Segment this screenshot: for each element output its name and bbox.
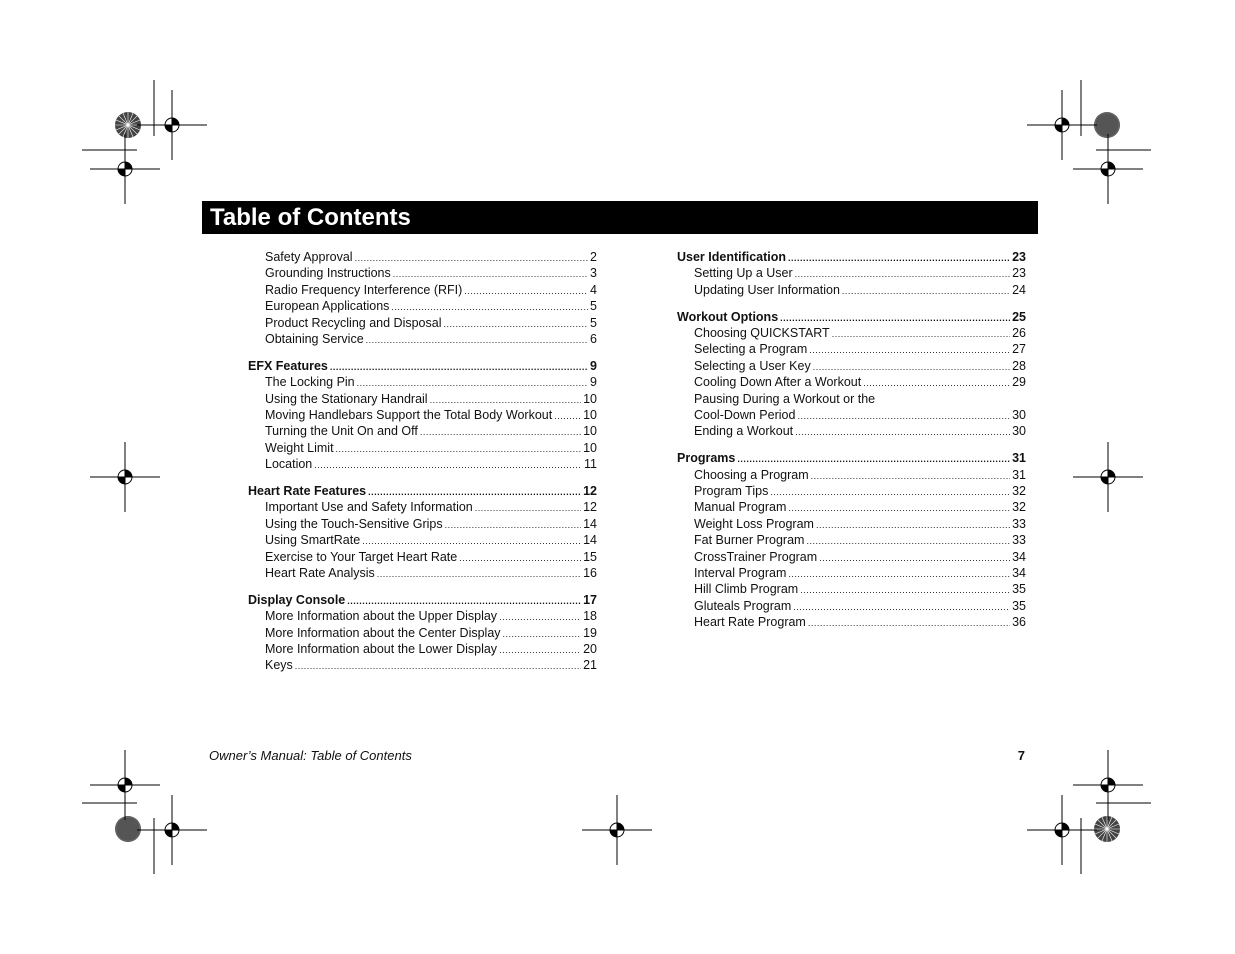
toc-entry[interactable] — [677, 467, 1026, 483]
toc-entry-page: 15 — [583, 549, 597, 564]
toc-entry[interactable] — [248, 249, 597, 265]
toc-entry-page: 10 — [583, 424, 597, 439]
dot-leader — [832, 326, 1010, 342]
dot-leader — [420, 424, 581, 440]
toc-section-heading[interactable] — [248, 358, 597, 374]
toc-section — [248, 592, 597, 674]
dot-leader — [459, 550, 581, 566]
toc-entry-page: 30 — [1012, 424, 1026, 439]
toc-entry-label: Display Console — [248, 592, 346, 607]
registration-dot-icon — [1094, 112, 1120, 138]
toc-entry[interactable] — [248, 374, 597, 390]
toc-entry[interactable] — [248, 298, 597, 314]
toc-entry-page: 35 — [1012, 598, 1026, 613]
toc-entry-label: Using the Touch-Sensitive Grips — [265, 516, 443, 531]
registration-crosshair-icon — [582, 795, 652, 865]
toc-entry[interactable] — [248, 423, 597, 439]
toc-entry-label: The Locking Pin — [265, 375, 355, 390]
toc-entry-label: Heart Rate Features — [248, 484, 367, 499]
dot-leader — [368, 484, 581, 500]
toc-entry-label: European Applications — [265, 299, 390, 314]
registration-crosshair-icon — [90, 442, 160, 512]
toc-entry-page: 33 — [1012, 533, 1026, 548]
dot-leader — [499, 609, 581, 625]
toc-entry-page: 9 — [590, 375, 597, 390]
dot-leader — [863, 375, 1010, 391]
toc-entry[interactable] — [677, 407, 1026, 423]
toc-entry-label: Choosing QUICKSTART — [694, 326, 830, 341]
dot-leader — [357, 375, 588, 391]
toc-entry[interactable] — [248, 265, 597, 281]
dot-leader — [813, 359, 1010, 375]
dot-leader — [819, 550, 1010, 566]
toc-entry-label: Manual Program — [694, 500, 787, 515]
toc-section — [248, 249, 597, 347]
registration-crosshair-icon — [137, 795, 207, 865]
page-title-bar — [202, 201, 1038, 234]
registration-crosshair-icon — [1027, 795, 1097, 865]
toc-section — [677, 450, 1026, 630]
toc-entry[interactable] — [248, 282, 597, 298]
toc-entry-label: More Information about the Upper Display — [265, 609, 498, 624]
toc-entry-label: Programs — [677, 451, 736, 466]
toc-entry-label: Product Recycling and Disposal — [265, 315, 442, 330]
registration-crosshair-icon — [1073, 442, 1143, 512]
toc-entry-page: 24 — [1012, 282, 1026, 297]
toc-entry[interactable] — [248, 608, 597, 624]
toc-entry-label: Updating User Information — [694, 282, 840, 297]
dot-leader — [842, 283, 1010, 299]
dot-leader — [795, 266, 1010, 282]
toc-entry-label: Turning the Unit On and Off — [265, 424, 418, 439]
toc-entry[interactable] — [248, 549, 597, 565]
registration-dot-icon — [115, 816, 141, 842]
toc-entry[interactable] — [248, 532, 597, 548]
toc-entry-label: Grounding Instructions — [265, 266, 391, 281]
toc-entry-label: Keys — [265, 658, 293, 673]
toc-entry-page: 23 — [1012, 266, 1026, 281]
dot-leader — [793, 599, 1010, 615]
toc-right-column — [677, 249, 1026, 641]
toc-entry-label: User Identification — [677, 250, 787, 264]
toc-section-heading[interactable] — [677, 309, 1026, 325]
toc-entry-page: 11 — [584, 457, 597, 472]
toc-entry[interactable] — [677, 374, 1026, 390]
toc-entry-label: Fat Burner Program — [694, 533, 805, 548]
dot-leader — [499, 642, 581, 658]
toc-entry-label: Weight Loss Program — [694, 516, 814, 531]
footer-title: Owner’s Manual: Table of Contents — [209, 748, 412, 763]
toc-entry-page: 12 — [583, 500, 597, 515]
toc-entry-page: 19 — [583, 625, 597, 640]
toc-entry[interactable] — [677, 565, 1026, 581]
toc-entry-label: Program Tips — [694, 484, 769, 499]
toc-entry-page: 14 — [583, 516, 597, 531]
toc-entry-page: 25 — [1012, 309, 1026, 324]
registration-crosshair-icon — [90, 134, 160, 204]
dot-leader — [797, 408, 1010, 424]
toc-section-heading[interactable] — [248, 592, 597, 608]
registration-crosshair-icon — [137, 90, 207, 160]
dot-leader — [443, 316, 588, 332]
dot-leader — [788, 566, 1010, 582]
toc-entry[interactable] — [677, 499, 1026, 515]
toc-entry-page: 4 — [590, 282, 597, 297]
toc-entry-page: 9 — [590, 358, 597, 373]
dot-leader — [362, 533, 581, 549]
dot-leader — [430, 392, 582, 408]
toc-entry-page: 33 — [1012, 516, 1026, 531]
dot-leader — [788, 250, 1010, 266]
toc-entry-page: 2 — [590, 250, 597, 264]
toc-entry-label: CrossTrainer Program — [694, 549, 818, 564]
toc-entry-label: More Information about the Center Display — [265, 625, 501, 640]
toc-entry[interactable] — [248, 315, 597, 331]
toc-entry[interactable] — [248, 456, 597, 472]
toc-entry-page: 18 — [583, 609, 597, 624]
toc-entry[interactable] — [677, 423, 1026, 439]
toc-section-heading[interactable] — [248, 483, 597, 499]
toc-entry-label: Cooling Down After a Workout — [694, 375, 862, 390]
toc-entry-label: Weight Limit — [265, 440, 334, 455]
toc-entry-page: 10 — [583, 408, 597, 423]
dot-leader — [816, 517, 1010, 533]
toc-entry-page: 32 — [1012, 484, 1026, 499]
dot-leader — [811, 468, 1010, 484]
toc-entry-label: Obtaining Service — [265, 331, 364, 346]
toc-entry-page: 3 — [590, 266, 597, 281]
dot-leader — [795, 424, 1010, 440]
toc-entry-label: Workout Options — [677, 309, 779, 324]
dot-leader — [809, 342, 1010, 358]
toc-entry-page: 26 — [1012, 326, 1026, 341]
dot-leader — [391, 299, 588, 315]
dot-leader — [554, 408, 581, 424]
toc-entry[interactable] — [677, 282, 1026, 298]
toc-section — [677, 249, 1026, 298]
dot-leader — [788, 500, 1010, 516]
toc-entry-label: Selecting a User Key — [694, 358, 811, 373]
toc-entry-label: Safety Approval — [265, 250, 353, 264]
registration-crosshair-icon — [1073, 134, 1143, 204]
toc-entry-page: 16 — [583, 566, 597, 581]
toc-entry-label: Pausing During a Workout or the — [694, 391, 876, 406]
toc-entry-page: 28 — [1012, 358, 1026, 373]
toc-entry-page: 14 — [583, 533, 597, 548]
toc-entry-label: Interval Program — [694, 566, 787, 581]
toc-entry[interactable] — [677, 598, 1026, 614]
footer-page-number: 7 — [1017, 748, 1025, 763]
toc-entry-label: Heart Rate Program — [694, 615, 806, 630]
toc-entry-label: Ending a Workout — [694, 424, 794, 439]
toc-entry-page: 6 — [590, 331, 597, 346]
dot-leader — [780, 310, 1010, 326]
toc-entry[interactable] — [248, 440, 597, 456]
toc-entry-page: 34 — [1012, 549, 1026, 564]
toc-entry-page: 31 — [1012, 467, 1026, 482]
toc-entry[interactable] — [248, 657, 597, 673]
dot-leader — [355, 250, 588, 266]
toc-entry-label: More Information about the Lower Display — [265, 642, 498, 657]
toc-entry-label: Heart Rate Analysis — [265, 566, 375, 581]
toc-entry-page: 12 — [583, 484, 597, 499]
toc-entry-page: 17 — [583, 592, 597, 607]
toc-entry-page: 36 — [1012, 615, 1026, 630]
toc-entry[interactable] — [677, 391, 1026, 407]
toc-entry[interactable] — [248, 407, 597, 423]
toc-entry[interactable] — [248, 565, 597, 581]
registration-starburst-icon — [1094, 816, 1120, 842]
toc-entry[interactable] — [677, 549, 1026, 565]
toc-entry[interactable] — [677, 614, 1026, 630]
dot-leader — [800, 582, 1010, 598]
toc-entry-page: 32 — [1012, 500, 1026, 515]
dot-leader — [737, 451, 1010, 467]
toc-entry-page: 23 — [1012, 250, 1026, 264]
toc-entry-label: Selecting a Program — [694, 342, 808, 357]
toc-section — [248, 358, 597, 473]
toc-entry[interactable] — [677, 341, 1026, 357]
toc-entry-page: 21 — [583, 658, 597, 673]
toc-entry-label: Setting Up a User — [694, 266, 793, 281]
toc-entry-page: 10 — [583, 440, 597, 455]
dot-leader — [806, 533, 1010, 549]
toc-entry-label: Exercise to Your Target Heart Rate — [265, 549, 458, 564]
dot-leader — [347, 593, 581, 609]
dot-leader — [770, 484, 1010, 500]
toc-entry-page: 29 — [1012, 375, 1026, 390]
registration-crosshair-icon — [90, 750, 160, 820]
toc-entry[interactable] — [677, 532, 1026, 548]
toc-entry[interactable] — [677, 516, 1026, 532]
dot-leader — [314, 457, 582, 473]
toc-entry[interactable] — [248, 641, 597, 657]
registration-crosshair-icon — [1027, 90, 1097, 160]
toc-entry[interactable] — [677, 325, 1026, 341]
toc-entry-page: 5 — [590, 315, 597, 330]
toc-section-heading[interactable] — [677, 450, 1026, 466]
dot-leader — [475, 500, 581, 516]
toc-entry-label: Location — [265, 457, 313, 472]
toc-entry[interactable] — [248, 516, 597, 532]
toc-section — [248, 483, 597, 581]
toc-entry-label: EFX Features — [248, 358, 328, 373]
toc-entry[interactable] — [248, 625, 597, 641]
registration-crosshair-icon — [1073, 750, 1143, 820]
dot-leader — [808, 615, 1010, 631]
toc-entry-label: Choosing a Program — [694, 467, 809, 482]
toc-entry[interactable] — [248, 499, 597, 515]
toc-entry[interactable] — [677, 265, 1026, 281]
toc-entry-page: 30 — [1012, 408, 1026, 423]
toc-left-column — [248, 249, 597, 684]
dot-leader — [295, 658, 581, 674]
toc-entry-label: Radio Frequency Interference (RFI) — [265, 282, 463, 297]
dot-leader — [393, 266, 588, 282]
toc-entry[interactable] — [677, 581, 1026, 597]
dot-leader — [445, 517, 581, 533]
toc-entry[interactable] — [677, 483, 1026, 499]
dot-leader — [464, 283, 588, 299]
page-title: Table of Contents — [210, 204, 411, 231]
toc-entry-page: 35 — [1012, 582, 1026, 597]
toc-entry-label: Hill Climb Program — [694, 582, 799, 597]
toc-section-heading[interactable] — [677, 249, 1026, 265]
toc-entry[interactable] — [248, 391, 597, 407]
toc-entry-page: 27 — [1012, 342, 1026, 357]
toc-entry-page: 5 — [590, 299, 597, 314]
toc-section — [677, 309, 1026, 440]
toc-entry-label: Important Use and Safety Information — [265, 500, 473, 515]
toc-entry-page: 31 — [1012, 451, 1026, 466]
toc-entry-label: Cool-Down Period — [694, 408, 796, 423]
dot-leader — [503, 626, 582, 642]
toc-entry[interactable] — [677, 358, 1026, 374]
dot-leader — [336, 441, 582, 457]
toc-entry-page: 20 — [583, 642, 597, 657]
toc-entry-label: Gluteals Program — [694, 598, 792, 613]
toc-entry-label: Using the Stationary Handrail — [265, 391, 428, 406]
toc-entry-page: 34 — [1012, 566, 1026, 581]
dot-leader — [377, 566, 581, 582]
toc-entry-label: Moving Handlebars Support the Total Body Workout — [265, 408, 553, 423]
toc-entry[interactable] — [248, 331, 597, 347]
toc-entry-label: Using SmartRate — [265, 533, 361, 548]
toc-entry-page: 10 — [583, 391, 597, 406]
dot-leader — [330, 359, 588, 375]
dot-leader — [366, 332, 588, 348]
